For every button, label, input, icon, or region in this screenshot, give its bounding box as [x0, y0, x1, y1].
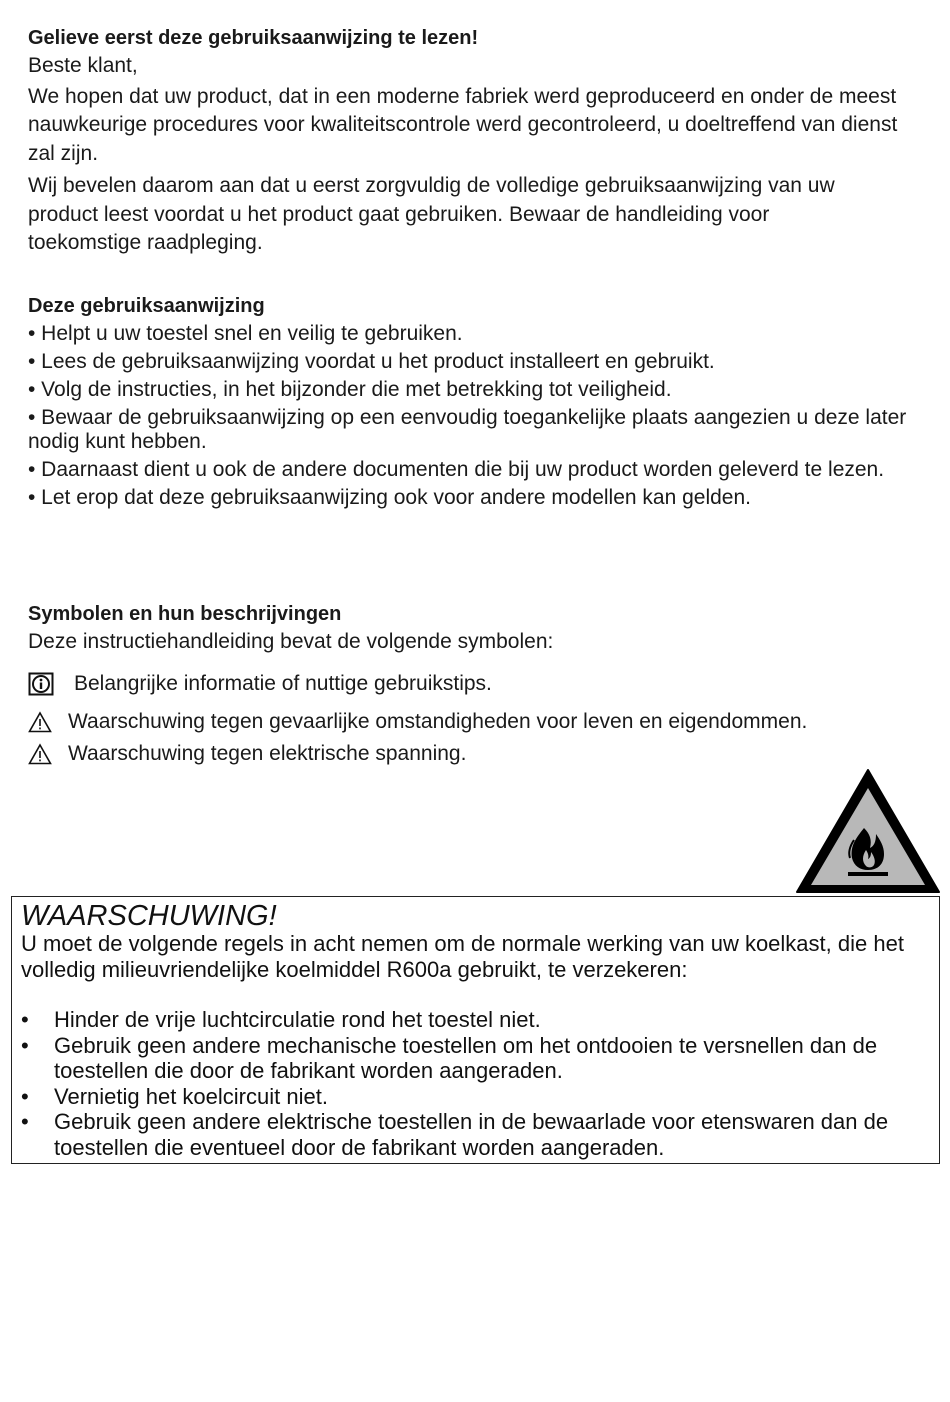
list-item	[21, 1109, 933, 1160]
symbol-text: Belangrijke informatie of nuttige gebruikstips.	[74, 672, 492, 695]
symbol-text: Waarschuwing tegen gevaarlijke omstandigheden voor leven en eigendommen.	[68, 710, 808, 733]
warning-list	[21, 1007, 933, 1160]
list-item	[21, 1084, 933, 1110]
flammable-warning-icon	[794, 766, 942, 896]
list-item: • Daarnaast dient u ook de andere documenten die bij uw product worden geleverd te lezen.	[28, 458, 885, 481]
warning-item-text: Gebruik geen andere mechanische toestellen om het ontdooien te versnellen dan de toestellen die door de fabrikant worden aangeraden.	[54, 1032, 878, 1083]
manual-heading: Deze gebruiksaanwijzing	[28, 295, 265, 317]
symbols-section	[28, 600, 928, 660]
warning-box	[11, 896, 940, 1164]
manual-section	[28, 292, 928, 512]
greeting: Beste klant,	[28, 54, 138, 77]
bullet: •	[21, 1007, 29, 1032]
warning-title: WAARSCHUWING!	[21, 900, 277, 932]
info-icon	[28, 672, 54, 696]
bullet: •	[21, 1109, 29, 1134]
manual-list	[28, 320, 928, 512]
intro-section	[28, 24, 928, 262]
intro-paragraph-2: Wij bevelen daarom aan dat u eerst zorgvuldig de volledige gebruiksaanwijzing van uw product leest voordat u het product gaat gebruiken. Bewaar de handleiding voor toekomstige raadpleging.	[28, 174, 835, 254]
list-item: • Let erop dat deze gebruiksaanwijzing ook voor andere modellen kan gelden.	[28, 486, 751, 509]
list-item	[21, 1007, 933, 1033]
symbol-row-warning	[28, 708, 908, 736]
list-item: • Helpt u uw toestel snel en veilig te gebruiken.	[28, 322, 463, 345]
symbol-row-info	[28, 670, 908, 698]
warning-item-text: Gebruik geen andere elektrische toestellen in de bewaarlade voor etenswaren dan de toestellen die eventueel door de fabrikant worden aangeraden.	[54, 1109, 889, 1160]
list-item: • Volg de instructies, in het bijzonder die met betrekking tot veiligheid.	[28, 378, 672, 401]
warning-item-text: Hinder de vrije luchtcirculatie rond het toestel niet.	[54, 1007, 541, 1032]
intro-heading: Gelieve eerst deze gebruiksaanwijzing te lezen!	[28, 27, 479, 49]
symbols-intro: Deze instructiehandleiding bevat de volgende symbolen:	[28, 630, 554, 653]
warning-triangle-icon	[28, 711, 52, 733]
warning-item-text: Vernietig het koelcircuit niet.	[54, 1083, 328, 1109]
symbol-text: Waarschuwing tegen elektrische spanning.	[68, 742, 467, 765]
symbols-heading: Symbolen en hun beschrijvingen	[28, 603, 342, 625]
list-item: • Bewaar de gebruiksaanwijzing op een eenvoudig toegankelijke plaats aangezien u deze later nodig kunt hebben.	[28, 406, 907, 453]
warning-triangle-icon	[28, 743, 52, 765]
intro-paragraph-1: We hopen dat uw product, dat in een moderne fabriek werd geproduceerd en onder de meest nauwkeurige procedures voor kwaliteitscontrole werd gecontroleerd, u doeltreffend van dienst zal zijn.	[28, 84, 898, 165]
list-item: • Lees de gebruiksaanwijzing voordat u het product installeert en gebruikt.	[28, 350, 715, 373]
list-item	[21, 1033, 933, 1084]
warning-text: U moet de volgende regels in acht nemen om de normale werking van uw koelkast, die het volledig milieuvriendelijke koelmiddel R600a gebruikt, te verzekeren:	[21, 931, 904, 982]
symbol-row-electric	[28, 740, 908, 768]
bullet: •	[21, 1083, 29, 1109]
bullet: •	[21, 1032, 29, 1058]
